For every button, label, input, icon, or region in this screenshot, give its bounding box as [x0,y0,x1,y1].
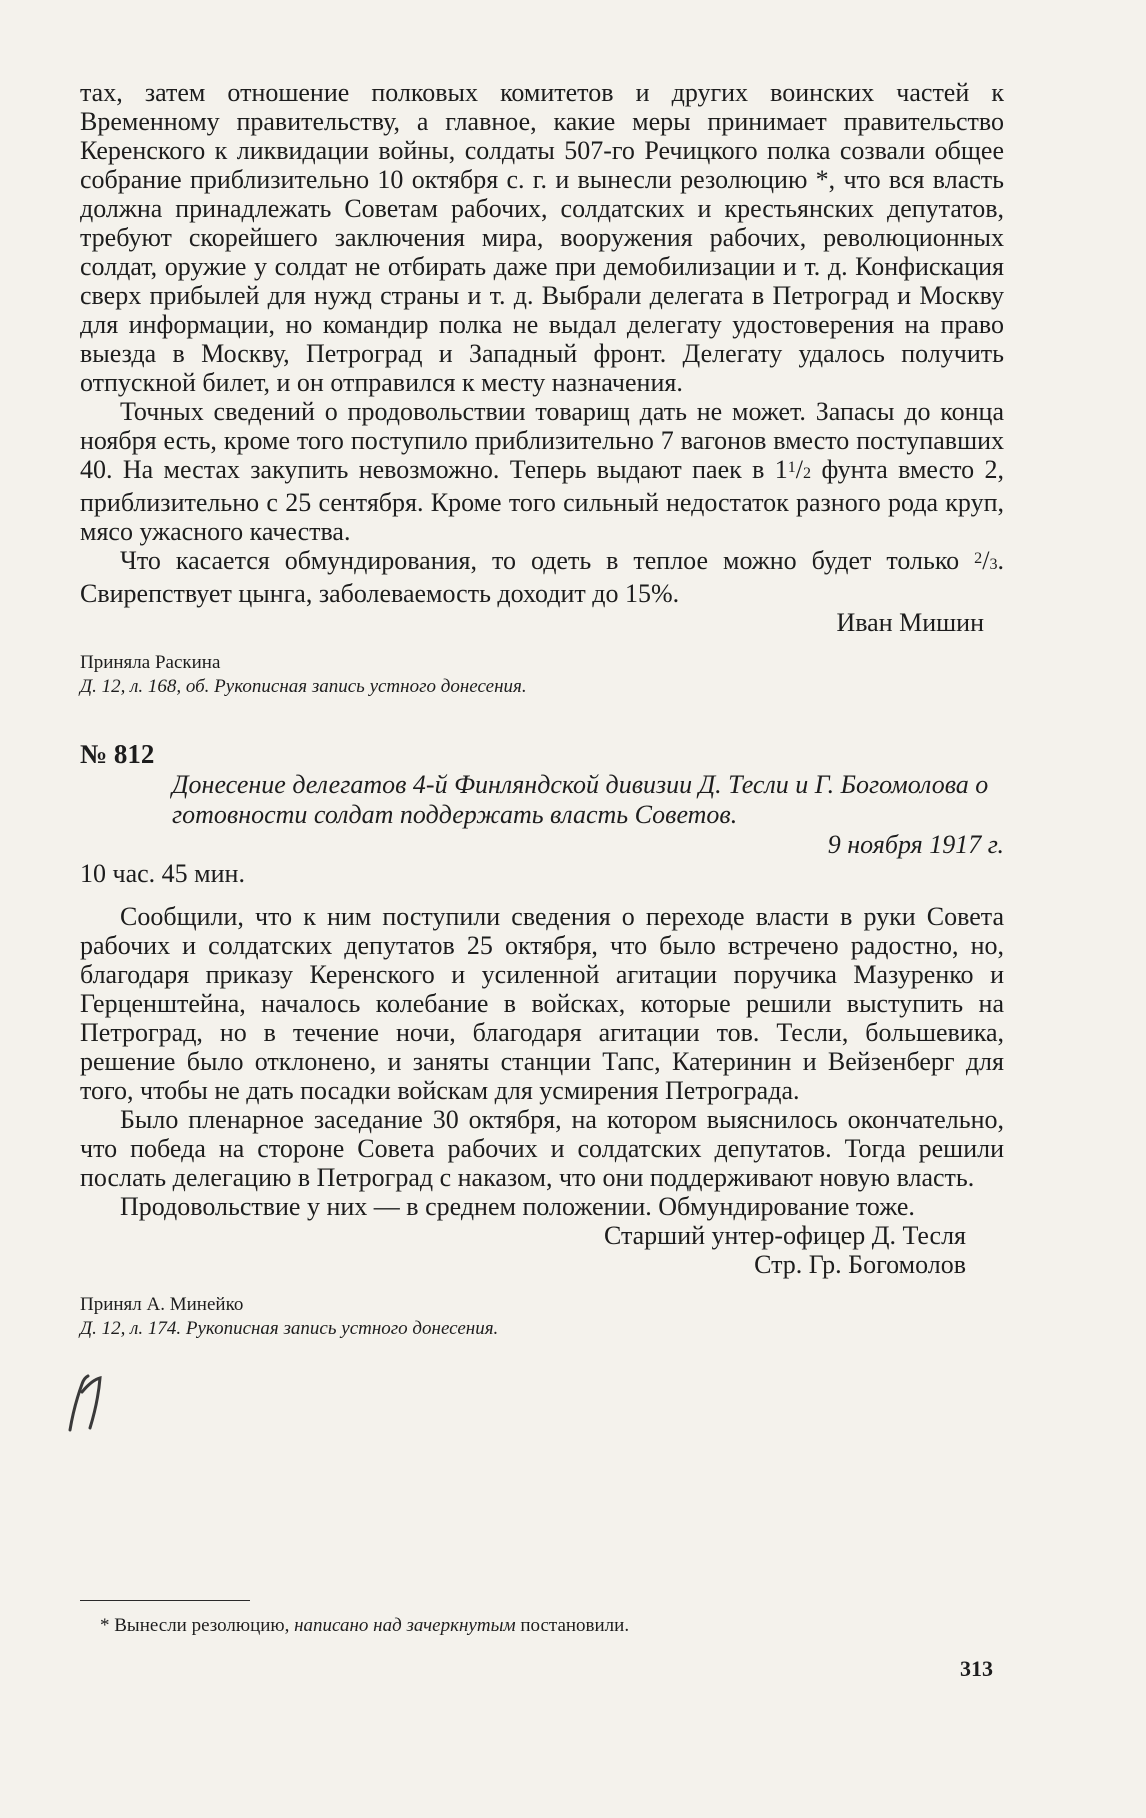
footnote-text-italic: написано над зачеркнутым [294,1615,516,1636]
doc2-paragraph-3: Продовольствие у них — в среднем положении. Обмундирование тоже. [120,1192,915,1221]
doc2-heading: Донесение делегатов 4-й Финляндской дивизии Д. Тесли и Г. Богомолова о готовности солдат поддержать власть Советов. [172,770,989,829]
footnote [100,1614,629,1638]
doc1-paragraph-2-text: Точных сведений о продовольствии товарищ дать не может. Запасы до конца ноября есть, кроме того поступило приблизительно 7 вагонов вместо поступавших 40. На местах закупить невозможно. Теперь выдают [80,397,1004,484]
fraction-two-thirds: $^2$/3 [974,546,998,575]
page-number: 313 [960,1656,993,1681]
doc1-source: Д. 12, л. 168, об. Рукописная запись устного донесения. [80,676,527,697]
document-number: № 812 [80,739,155,769]
doc2-signature-1: Старший унтер-офицер Д. Тесля [603,1221,966,1250]
doc1-received-by: Приняла Раскина [80,652,221,673]
fraction-one-half: $^1$/2 [787,455,812,484]
doc1-paragraph-3 [80,546,1004,608]
doc2-time: 10 час. 45 мин. [80,859,245,888]
doc1-paragraph-2 [80,397,1004,546]
doc1-paragraph-2-frac-before: паек в 1 [692,455,788,484]
doc1-paragraph-1: тах, затем отношение полковых комитетов и других воинских частей к Временному правительству, а главное, какие меры принимает правительство Керенского к ликвидации войны, солдаты 507-го Речицкого полка созвали общее собрание приблизительно 10 октября с. г. и вынесли резолюцию *, что вся власть должна принадлежать Советам рабочих, солдатских и крестьянских депутатов, требуют скорейшего заключения мира, вооружения рабочих, революционных солдат, оружие у солдат не отбирать даже при демобилизации и т. д. Конфискация сверх прибылей для нужд страны и т. д. Выбрали делегата в Петроград и Москву для информации, но командир полка не выдал делегату удостоверения на право выезда в Москву, Петроград и Западный фронт. Делегату удалось получить отпускной билет, и он отправился к месту назначения. [80,78,1004,397]
page-body [80,78,1004,1341]
doc2-signature-2: Стр. Гр. Богомолов [754,1250,966,1279]
handwritten-mark [60,1372,110,1434]
doc1-signature: Иван Мишин [836,608,984,637]
doc2-paragraph-2: Было пленарное заседание 30 октября, на котором выяснилось окончательно, что победа на стороне Совета рабочих и солдатских депутатов. Тогда решили послать делегацию в Петроград с наказом, что они поддерживают новую власть. [80,1105,1004,1192]
doc2-paragraph-1: Сообщили, что к ним поступили сведения о переходе власти в руки Совета рабочих и солдатских депутатов 25 октября, что было встречено радостно, но, благодаря приказу Керенского и усиленной агитации поручика Мазуренко и Герценштейна, началось колебание в войсках, которые решили выступить на Петроград, но в течение ночи, благодаря агитации тов. Тесли, большевика, решение было отклонено, и заняты станции Тапс, Катеринин и Вейзенберг для того, чтобы не дать посадки войскам для усмирения Петрограда. [80,902,1004,1105]
footnote-divider [80,1600,250,1601]
doc2-received-by: Принял А. Минейко [80,1294,244,1315]
doc1-paragraph-2-frac-after: фунта вместо 2, приблизительно с 25 сентября. Кроме того сильный недостаток разного рода круп, мясо ужасного качества. [80,455,1005,546]
footnote-text-after: постановили. [515,1615,630,1636]
doc2-source: Д. 12, л. 174. Рукописная запись устного донесения. [80,1318,499,1339]
doc1-paragraph-3-line1: Что касается обмундирования, то одеть в теплое можно будет только [120,546,960,575]
footnote-text-before: Вынесли резолюцию, [109,1615,295,1636]
doc2-date: 9 ноября 1917 г. [827,830,1004,859]
footnote-marker: * [100,1615,110,1636]
doc1-paragraph-3-after: . Свирепствует цынга, заболеваемость доходит до 15%. [80,546,1004,608]
